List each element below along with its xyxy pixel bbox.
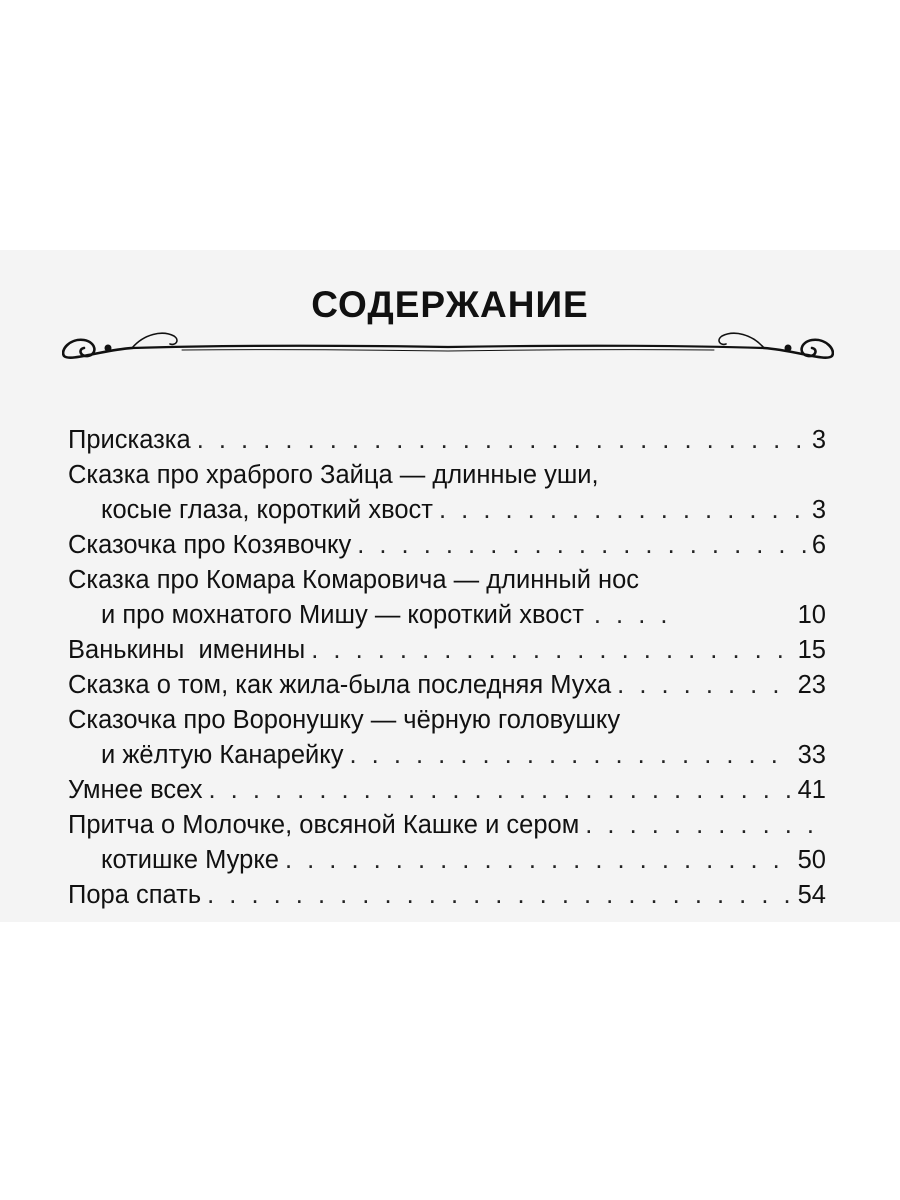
toc-entry[interactable]	[68, 563, 826, 633]
toc-entry-title-continued: котишке Мурке	[101, 846, 279, 874]
toc-entry[interactable]	[68, 423, 826, 458]
toc-entry-title-continued: и про мохнатого Мишу — короткий хвост	[101, 601, 584, 629]
toc-entry[interactable]	[68, 808, 826, 878]
flourish-divider-icon	[62, 322, 834, 372]
toc-entry[interactable]	[68, 458, 826, 528]
toc-entry-title: Пора спать	[68, 881, 202, 909]
dot-leader	[617, 668, 793, 703]
toc-entry-page: 41	[797, 776, 826, 804]
toc-entry-title: Умнее всех	[68, 776, 203, 804]
toc-entry-title: Сказочка про Козявочку	[68, 531, 352, 559]
toc-entry-title: Притча о Молочке, овсяной Кашке и сером	[68, 811, 580, 839]
toc-entry-title: Сказка про Комара Комаровича — длинный нос	[68, 566, 640, 594]
toc-entry[interactable]	[68, 703, 826, 773]
dot-leader	[209, 773, 794, 808]
dot-leader	[585, 808, 822, 843]
toc-entry-page: 54	[797, 881, 826, 909]
dot-leader	[439, 493, 808, 528]
dot-leader	[349, 738, 793, 773]
page-title: СОДЕРЖАНИЕ	[311, 284, 589, 325]
toc-entry-title: Присказка	[68, 426, 191, 454]
dot-leader	[197, 423, 808, 458]
toc-entry-page: 15	[797, 636, 826, 664]
toc-entry-title-continued: и жёлтую Канарейку	[101, 741, 344, 769]
toc-entry[interactable]	[68, 668, 826, 703]
dot-leader	[594, 598, 672, 633]
toc-entry[interactable]	[68, 773, 826, 808]
toc-entry-title: Сказка про храброго Зайца — длинные уши,	[68, 461, 599, 489]
dot-leader	[207, 878, 794, 913]
toc-entry-page: 3	[811, 496, 826, 524]
toc-entry-page: 50	[797, 846, 826, 874]
toc-entry-title: Ванькины именины	[68, 636, 306, 664]
toc-entry-page: 10	[797, 601, 826, 629]
toc-entry-title-continued: косые глаза, короткий хвост	[101, 496, 433, 524]
toc-entry-page: 3	[811, 426, 826, 454]
toc-entry[interactable]	[68, 528, 826, 563]
table-of-contents	[68, 423, 826, 913]
toc-entry[interactable]	[68, 878, 826, 913]
toc-entry-page: 6	[811, 531, 826, 559]
toc-entry[interactable]	[68, 633, 826, 668]
toc-entry-title: Сказочка про Воронушку — чёрную головушку	[68, 706, 621, 734]
book-page	[0, 250, 900, 922]
dot-leader	[285, 843, 794, 878]
dot-leader	[311, 633, 793, 668]
toc-entry-title: Сказка о том, как жила-была последняя Муха	[68, 671, 612, 699]
dot-leader	[357, 528, 808, 563]
toc-entry-page: 33	[797, 741, 826, 769]
toc-entry-page: 23	[797, 671, 826, 699]
